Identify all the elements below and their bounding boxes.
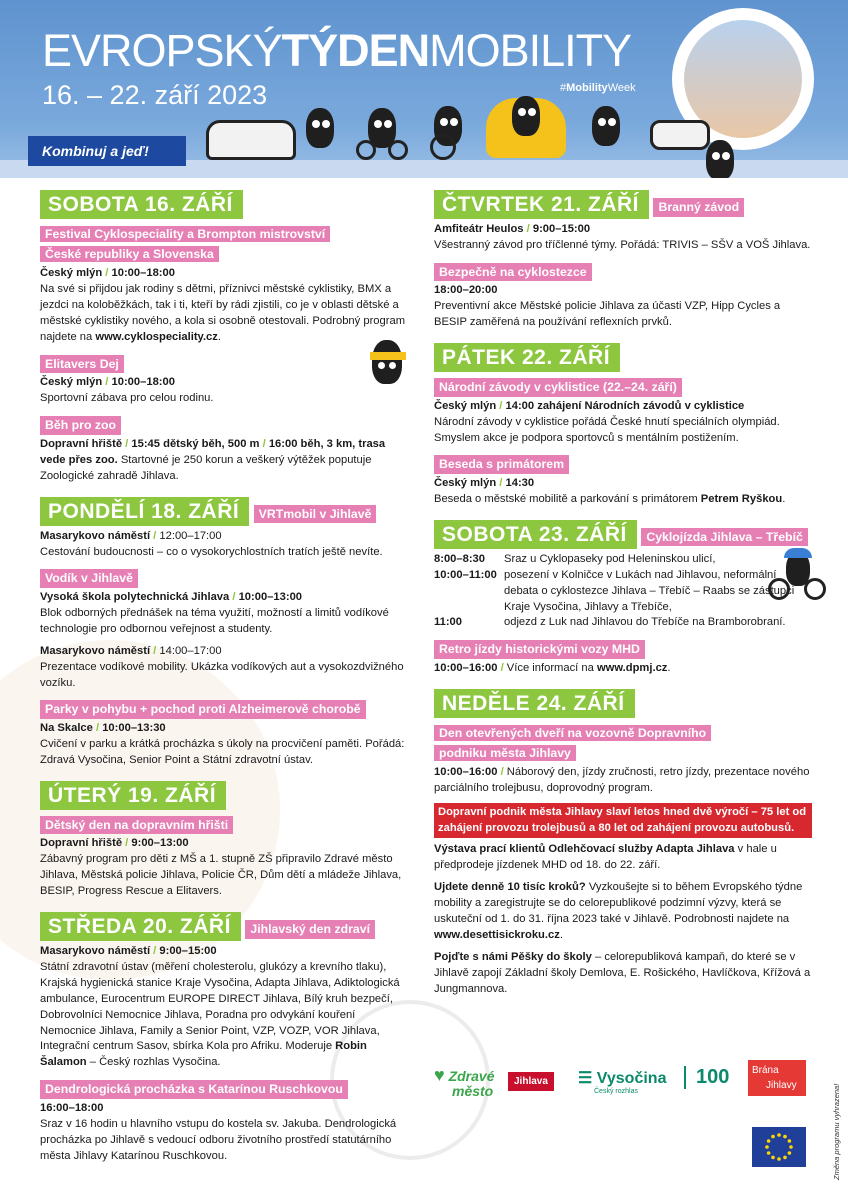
event-place: Vysoká škola polytechnická Jihlava xyxy=(40,591,230,603)
event-dates: 16. – 22. září 2023 xyxy=(42,80,268,110)
event-details: Český mlýn / 10:00–18:00 Sportovní zábava pro celou rodinu. xyxy=(40,376,214,405)
event-time: 18:00–20:00 xyxy=(434,284,498,297)
event-details: Dopravní hřiště / 15:45 dětský běh, 500 m / 16:00 běh, 3 km, trasa vede přes zoo. Startovné je 250 korun a veškerý výtěžek poputuje Zoologické zahradě Jihlava. xyxy=(40,437,386,482)
day-heading: STŘEDA 20. ZÁŘÍ xyxy=(40,912,241,941)
day-section-tue19 xyxy=(40,781,412,900)
event-details: Český mlýn / 14:30 Beseda o městské mobilitě a parkování s primátorem Petrem Ryškou. xyxy=(434,477,786,505)
event-details: Amfiteátr Heulos / 9:00–15:00 Všestranný závod pro tříčlenné týmy. Pořádá: TRIVIS – SŠV a VOŠ Jihlava. xyxy=(434,223,811,251)
event-title: Elitavers Dej xyxy=(40,355,124,374)
title-part-2: TÝDEN xyxy=(281,25,430,76)
schedule-time: 11:00 xyxy=(434,616,462,629)
day-heading: ÚTERÝ 19. ZÁŘÍ xyxy=(40,781,226,810)
event-title: Parky v pohybu + pochod proti Alzheimerově chorobě xyxy=(40,700,366,719)
event-place: Masarykovo náměstí xyxy=(40,529,151,542)
brana-jihlavy-logo xyxy=(748,1060,806,1096)
event-description: Na své si přijdou jak rodiny s dětmi, příznivci městské cyklistiky, BMX a jezdci na koloběžkách, tak i ti, kteří by rádi zjistili, co je v oblasti dětské a městské cyklistiky nového, a kola si osobně otestovali. Podrobný program najdete na xyxy=(40,283,406,343)
day-heading: SOBOTA 23. ZÁŘÍ xyxy=(434,520,637,549)
event-description: Národní závody v cyklistice pořádá České hnutí speciálních olympiád. Smyslem akce je podpora sportovců s mentálním postižením. xyxy=(434,415,780,444)
day-heading: PONDĚLÍ 18. ZÁŘÍ xyxy=(40,497,249,526)
right-column xyxy=(434,190,812,1010)
punctuation: . xyxy=(782,492,786,505)
anniversary-notice: Dopravní podnik města Jihlavy slaví letos hned dvě výročí – 75 let od zahájení provozu trolejbusů a 80 let od zahájení provozu autobusů. xyxy=(434,803,812,838)
event-place: Masarykovo náměstí xyxy=(40,644,151,657)
event-details: Masarykovo náměstí / 9:00–15:00 Státní zdravotní ústav (měření cholesterolu, glukózy a krevního tlaku), Krajská hygienická stanice Kraje Vysočina, Adapta Jihlava, Adiktologická ambulance, Eurocentrum EUROPE DIRECT Jihlava, Bílý kruh bezpečí, Dobrovolníci Nemocnice Jihlava, Poradna pro odvykání kouření Nemocnice Jihlava, Family a Senior Point, VZP, VOZP, VOR Jihlava, Integrační centrum Sasov, sbírka Kola pro Afriku. Moderuje Robin Šalamon – Český rozhlas Vysočina. xyxy=(40,944,400,1069)
punctuation: . xyxy=(559,928,563,941)
event-title: Den otevřených dveří na vozovně Dopravního xyxy=(434,725,711,741)
cesky-rozhlas-logo: Český rozhlas xyxy=(594,1088,638,1095)
eu-flag-logo xyxy=(752,1127,806,1167)
event-title: Festival Cyklospeciality a Brompton mistrovství xyxy=(40,226,330,242)
heart-icon: ♥ xyxy=(434,1065,445,1085)
event-time: 10:00–18:00 xyxy=(111,267,175,280)
event-place: Český mlýn xyxy=(40,376,103,389)
logo-text: Jihlavy xyxy=(766,1080,797,1091)
event-title: Retro jízdy historickými vozy MHD xyxy=(434,640,645,659)
hashtag-suffix: Week xyxy=(607,82,636,94)
event-title: VRTmobil v Jihlavě xyxy=(254,505,377,524)
event-details xyxy=(434,283,812,331)
mascot-kickscooter xyxy=(586,106,626,156)
event-time: 9:00–15:00 xyxy=(159,944,217,957)
day-section-wed20 xyxy=(40,912,412,1164)
event-place: Na Skalce xyxy=(40,722,93,735)
schedule-desc: posezení v Kolničce v Lukách nad Jihlavou, neformální debata o cyklostezce Jihlava – Třebíč – Raabs se zástupci Kraje Vysočina, Jihlavy a Třebíče, xyxy=(504,568,795,613)
event-title: Branný závod xyxy=(653,198,744,217)
left-column xyxy=(40,190,412,1176)
event-description: Preventivní akce Městské policie Jihlava za účasti VZP, Hipp Cycles a BESIP zaměřená na používání reflexních prvků. xyxy=(434,300,781,329)
walk-title: Pojďte s námi Pěšky do školy xyxy=(434,950,592,963)
title-part-1: EVROPSKÝ xyxy=(42,25,282,76)
event-details: Na Skalce / 10:00–13:30 Cvičení v parku a krátká procházka s úkoly na procvičení paměti. Pořádá: Zdravá Vysočina, Senior Point a Státní zdravotní ústav. xyxy=(40,722,405,766)
exhibition-title: Výstava prací klientů Odlehčovací služby Adapta Jihlava xyxy=(434,843,735,856)
mayor-name: Petrem Ryškou xyxy=(700,492,783,505)
event-place: Český mlýn xyxy=(434,399,497,412)
event-details: Vysoká škola polytechnická Jihlava / 10:00–13:00 Blok odborných přednášek na téma využití, možností a limitů vodíkové technologie pro odbornou veřejnost a studenty. xyxy=(40,591,389,635)
jihlava-logo: Jihlava xyxy=(508,1072,554,1091)
exhibition-text: v hale u předprodeje jízdenek MHD od 18. do 22. září. xyxy=(434,843,777,872)
event-time: 9:00–13:00 xyxy=(131,837,189,850)
stripes-icon: ☰ xyxy=(578,1070,593,1087)
event-time: 14:00–17:00 xyxy=(159,644,222,657)
schedule-table xyxy=(434,552,812,632)
header-banner xyxy=(0,0,848,178)
mascot-with-bag xyxy=(300,108,340,158)
title-part-3: MOBILITY xyxy=(429,25,632,76)
event-description: Náborový den, jízdy zručnosti, retro jízdy, prezentace nového parciálního trolejbusu, doprovodný program. xyxy=(434,766,810,795)
logo-text: Vysočina xyxy=(596,1070,667,1087)
day-heading: PÁTEK 22. ZÁŘÍ xyxy=(434,343,620,372)
mascot-cyclist-2 xyxy=(700,140,740,178)
hashtag xyxy=(560,82,636,94)
day-section-sat23 xyxy=(434,520,812,677)
program-change-notice: Změna programu vyhrazena! xyxy=(832,1083,841,1180)
walk-text: – celorepubliková kampaň, do které se v Jihlavě zapojí Základní školy Demlova, E. Rošického, Havlíčkova, Křížová a Jungmannova. xyxy=(434,950,811,995)
exhibition-info xyxy=(434,842,812,874)
schedule-row xyxy=(434,615,812,631)
event-title: Běh pro zoo xyxy=(40,416,121,435)
wheelchair-wheel-icon xyxy=(430,134,456,160)
event-title-wrap xyxy=(434,724,812,763)
steps-text: Vyzkoušejte si to během Evropského týdne mobility a zaregistrujte se do celorepublikové podzimní výzvy, která se uskuteční od 1. do 31. října 2023 také v Jihlavě. Podrobnosti najdete na xyxy=(434,881,803,925)
event-details: 10:00–16:00 / Více informací na www.dpmj.cz. xyxy=(434,661,671,674)
event-title-line2: podniku města Jihlavy xyxy=(434,745,576,761)
punctuation: . xyxy=(667,661,671,674)
event-details: Masarykovo náměstí / 14:00–17:00 Prezentace vodíkové mobility. Ukázka vodíkových aut a vysokozdvižného vozíku. xyxy=(40,644,404,689)
event-title-line2: České republiky a Slovenska xyxy=(40,246,219,262)
event-place: Masarykovo náměstí xyxy=(40,944,151,957)
event-title: Beseda s primátorem xyxy=(434,455,569,474)
event-description: Prezentace vodíkové mobility. Ukázka vodíkových aut a vysokozdvižného vozíku. xyxy=(40,660,404,689)
moderator-name: Robin Šalamon xyxy=(40,1040,367,1069)
hashtag-prefix: # xyxy=(560,82,567,94)
event-place: Dopravní hřiště xyxy=(40,837,123,850)
event-description: Blok odborných přednášek na téma využití, možností a limitů vodíkové technologie pro odbornou veřejnost a studenty. xyxy=(40,606,389,635)
event-details: Dopravní hřiště / 9:00–13:00 Zábavný program pro děti z MŠ a 1. stupně ZŠ připravilo Zdravé město Jihlava, Městská policie Jihlava, Policie ČR, Dům dětí a mládeže Jihlava, BESIP, Progress Rescue a Elitavers. xyxy=(40,837,402,898)
day-section-thu21 xyxy=(434,190,812,331)
event-link[interactable]: www.dpmj.cz xyxy=(596,661,668,674)
schedule-row xyxy=(434,568,812,616)
schedule-time: 8:00–8:30 xyxy=(434,552,486,565)
event-description: Cvičení v parku a krátká procházka s úkoly na procvičení paměti. Pořádá: Zdravá Vysočina, Senior Point a Státní zdravotní ústav. xyxy=(40,737,405,766)
event-title: Dendrologická procházka s Katarínou Ruschkovou xyxy=(40,1080,348,1099)
event-description: Startovné je 250 korun a veškerý výtěžek poputuje Zoologické zahradě Jihlava. xyxy=(40,453,372,482)
bike-wheel-icon xyxy=(388,140,408,160)
event-details: Český mlýn / 14:00 zahájení Národních závodů v cyklistice Národní závody v cyklistice pořádá České hnutí speciálních olympiád. Smyslem akce je podpora sportovců s mentálním postižením. xyxy=(434,399,780,444)
cyclist-mascot-illustration xyxy=(768,548,828,604)
mascot-illustration xyxy=(368,340,408,396)
event-details: 10:00–16:00 / Náborový den, jízdy zručnosti, retro jízdy, prezentace nového parciálního trolejbusu, doprovodný program. xyxy=(434,766,810,795)
event-detail-1: 15:45 dětský běh, 500 m xyxy=(131,437,260,450)
event-time: 10:00–13:00 xyxy=(238,591,303,603)
event-details: Masarykovo náměstí / 12:00–17:00 Cestování budoucnosti – co o vysokorychlostních tratích ještě nevíte. xyxy=(40,529,383,558)
punctuation: . xyxy=(217,330,221,343)
event-time: 10:00–13:30 xyxy=(102,722,166,735)
day-section-sat16 xyxy=(40,190,412,485)
event-time: 9:00–15:00 xyxy=(532,223,591,235)
event-title: Vodík v Jihlavě xyxy=(40,569,138,588)
event-place: Dopravní hřiště xyxy=(40,437,123,450)
event-time: 16:00–18:00 xyxy=(40,1101,104,1114)
event-description: Všestranný závod pro tříčlenné týmy. Pořádá: TRIVIS – SŠV a VOŠ Jihlava. xyxy=(434,238,811,251)
event-description-end: – Český rozhlas Vysočina. xyxy=(89,1056,221,1069)
bus-illustration xyxy=(206,120,296,160)
hashtag-bold: Mobility xyxy=(566,82,608,94)
schedule-row xyxy=(434,552,812,568)
bike-wheel-icon xyxy=(356,140,376,160)
event-description: Sraz v 16 hodin u hlavního vstupu do kostela sv. Jakuba. Dendrologická procházka po Jihlavě s vedoucí odboru životního prostředí statutárního města Jihlavy Katarínou Ruschkovou. xyxy=(40,1117,397,1162)
event-details: Český mlýn / 10:00–18:00 Na své si přijdou jak rodiny s dětmi, příznivci městské cyklistiky, BMX a jezdci na koloběžkách, tak i ti, kteří by rádi zjistili, co je v oblasti dětské a městské cyklistiky nového, a kola si osobně otestovali. Podrobný program najdete na www.cyklospeciality.cz. xyxy=(40,267,406,343)
event-place: Amfiteátr Heulos xyxy=(434,223,524,235)
event-time: 10:00–16:00 xyxy=(434,661,498,674)
event-link[interactable]: www.cyklospeciality.cz xyxy=(95,330,218,343)
day-heading: SOBOTA 16. ZÁŘÍ xyxy=(40,190,243,219)
event-description: Více informací na xyxy=(506,661,594,674)
schedule-time: 10:00–11:00 xyxy=(434,568,497,581)
event-time: 10:00–18:00 xyxy=(111,376,175,389)
event-time: 10:00–16:00 xyxy=(434,766,498,779)
event-detail-2: 16:00 běh, 3 km, trasa vede přes zoo. xyxy=(40,437,386,466)
walk-to-school-info xyxy=(434,950,812,998)
logo-text: Brána xyxy=(752,1065,779,1076)
day-section-fri22 xyxy=(434,343,812,508)
schedule-desc: Sraz u Cyklopaseky pod Heleninskou ulicí, xyxy=(504,552,716,565)
logo-text: Zdravé xyxy=(448,1068,495,1084)
logo-text: město xyxy=(452,1083,494,1099)
steps-title: Ujdete denně 10 tisíc kroků? xyxy=(434,881,586,894)
day-section-sun24 xyxy=(434,689,812,998)
steps-challenge-info xyxy=(434,880,812,944)
day-heading: ČTVRTEK 21. ZÁŘÍ xyxy=(434,190,649,219)
day-section-mon18 xyxy=(40,497,412,769)
event-details xyxy=(40,1101,412,1165)
event-description: Sportovní zábava pro celou rodinu. xyxy=(40,392,214,405)
eu-stars-icon xyxy=(752,1127,806,1167)
slogan-badge: Kombinuj a jeď! xyxy=(28,136,186,166)
steps-link[interactable]: www.desettisickroku.cz xyxy=(434,928,560,941)
event-title: Bezpečně na cyklostezce xyxy=(434,263,592,282)
event-title: Národní závody v cyklistice (22.–24. září) xyxy=(434,378,682,397)
zdrave-mesto-logo xyxy=(434,1066,495,1098)
day-heading: NEDĚLE 24. ZÁŘÍ xyxy=(434,689,635,718)
event-time: 14:00 zahájení Národních závodů v cyklistice xyxy=(505,399,745,412)
event-place: Český mlýn xyxy=(40,267,103,280)
event-description: Cestování budoucnosti – co o vysokorychlostních tratích ještě nevíte. xyxy=(40,545,383,558)
event-place: Český mlýn xyxy=(434,477,497,490)
event-description: Zábavný program pro děti z MŠ a 1. stupně ZŠ připravilo Zdravé město Jihlava, Městská policie Jihlava, Policie ČR, Dům dětí a mládeže Jihlava, BESIP, Progress Rescue a Elitavers. xyxy=(40,853,402,898)
event-description: Státní zdravotní ústav (měření cholesterolu, glukózy a krevního tlaku), Krajská hygienická stanice Kraje Vysočina, Adapta Jihlava, Adiktologická ambulance, Eurocentrum EUROPE DIRECT Jihlava, Bílý kruh bezpečí, Dobrovolníci Nemocnice Jihlava, Poradna pro odvykání kouření Nemocnice Jihlava, Family a Senior Point, VZP, VOZP, VOR Jihlava, Integrační centrum Sasov, sbírka Kola pro Afriku. Moderuje xyxy=(40,960,400,1053)
event-time: 12:00–17:00 xyxy=(159,529,222,542)
schedule-desc: odjezd z Luk nad Jihlavou do Třebíče na Bramborobraní. xyxy=(504,616,786,629)
event-title: Dětský den na dopravním hřišti xyxy=(40,816,233,835)
event-time: 14:30 xyxy=(505,477,535,490)
page-title xyxy=(42,25,632,76)
mascot-scooter xyxy=(506,96,546,146)
partner-logos xyxy=(434,1058,814,1118)
event-title: Jihlavský den zdraví xyxy=(245,920,375,939)
event-title-wrap xyxy=(40,225,412,264)
vysocina-logo xyxy=(578,1068,666,1088)
event-title: Cyklojízda Jihlava – Třebíč xyxy=(641,528,808,547)
event-description: Beseda o městské mobilitě a parkování s primátorem xyxy=(434,492,698,505)
anniversary-100-logo: 100 xyxy=(684,1066,729,1089)
